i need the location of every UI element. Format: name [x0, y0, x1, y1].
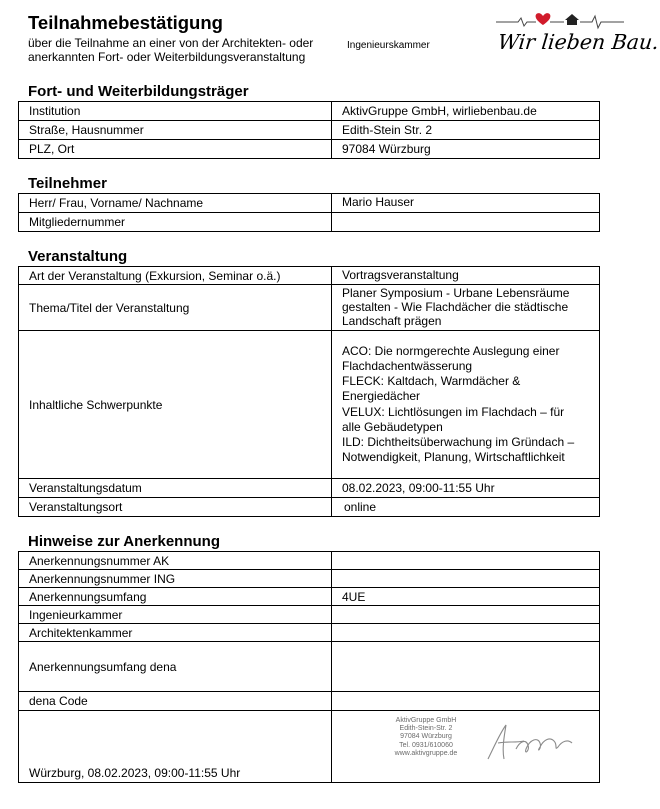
row-label: Ingenieurkammer	[19, 606, 332, 624]
row-label: Herr/ Frau, Vorname/ Nachname	[19, 194, 332, 213]
table-row	[19, 711, 600, 783]
logo-text: Wir lieben Bau.	[496, 30, 660, 54]
focus-line: ILD: Dichtheitsüberwachung im Gründach –	[342, 434, 575, 449]
table-row	[19, 588, 600, 606]
topic-line: Landschaft prägen	[342, 314, 442, 328]
row-label: Anerkennungsumfang dena	[19, 642, 332, 692]
table-row	[19, 285, 600, 331]
stamp-line: Edith-Stein-Str. 2	[399, 725, 453, 733]
row-value	[332, 552, 600, 570]
subtitle-line-1: über die Teilnahme an einer von der Architekten- oder	[28, 36, 314, 50]
place-date-cell	[19, 711, 332, 783]
table-row	[19, 140, 600, 159]
row-label: Anerkennungsnummer ING	[19, 570, 332, 588]
row-label: Thema/Titel der Veranstaltung	[19, 285, 332, 331]
focus-line: alle Gebäudetypen	[342, 419, 443, 434]
topic-value	[332, 285, 600, 331]
table-row	[19, 479, 600, 498]
row-label: Straße, Hausnummer	[19, 121, 332, 140]
row-value	[332, 606, 600, 624]
table-row	[19, 692, 600, 711]
document-title: Teilnahmebestätigung	[28, 12, 223, 33]
row-value: Mario Hauser	[332, 194, 600, 213]
row-label: Mitgliedernummer	[19, 213, 332, 232]
row-value: Edith-Stein Str. 2	[332, 121, 600, 140]
table-row	[19, 102, 600, 121]
focus-line: Energiedächer	[342, 389, 421, 404]
provider-table	[18, 101, 600, 159]
row-value	[332, 213, 600, 232]
row-value: 08.02.2023, 09:00-11:55 Uhr	[332, 479, 600, 498]
row-label: Anerkennungsumfang	[19, 588, 332, 606]
section-heading-event: Veranstaltung	[28, 248, 128, 265]
logo	[496, 6, 660, 64]
signature-icon	[480, 719, 580, 767]
stamp-line: www.aktivgruppe.de	[394, 749, 458, 757]
table-row	[19, 624, 600, 642]
row-value	[332, 624, 600, 642]
recognition-table	[18, 551, 600, 783]
row-label: dena Code	[19, 692, 332, 711]
topic-line: Planer Symposium - Urbane Lebensräume	[342, 286, 570, 300]
row-value: Vortragsveranstaltung	[332, 267, 600, 285]
row-value	[332, 642, 600, 692]
focus-line: Notwendigkeit, Planung, Wirtschaftlichkeit	[342, 450, 565, 465]
row-value: 97084 Würzburg	[332, 140, 600, 159]
table-row	[19, 331, 600, 479]
participant-table	[18, 193, 600, 232]
row-label: Art der Veranstaltung (Exkursion, Seminar o.ä.)	[19, 267, 332, 285]
row-value	[332, 692, 600, 711]
focus-line: VELUX: Lichtlösungen im Flachdach – für	[342, 404, 565, 419]
row-label: Architektenkammer	[19, 624, 332, 642]
table-row	[19, 267, 600, 285]
row-value: 4UE	[332, 588, 600, 606]
focus-line: FLECK: Kaltdach, Warmdächer &	[342, 374, 521, 389]
table-row	[19, 498, 600, 517]
row-label: Veranstaltungsdatum	[19, 479, 332, 498]
row-label: Anerkennungsnummer AK	[19, 552, 332, 570]
topic-line: gestalten - Wie Flachdächer die städtische	[342, 300, 569, 314]
event-table	[18, 266, 600, 517]
row-label: PLZ, Ort	[19, 140, 332, 159]
table-row	[19, 194, 600, 213]
table-row	[19, 213, 600, 232]
company-stamp	[380, 717, 472, 758]
stamp-line: 97084 Würzburg	[400, 733, 452, 741]
section-heading-participant: Teilnehmer	[28, 175, 107, 192]
signature-cell	[332, 711, 600, 783]
section-heading-provider: Fort- und Weiterbildungsträger	[28, 83, 249, 100]
focus-line: Flachdachentwässerung	[342, 358, 473, 373]
row-value: online	[332, 498, 600, 517]
subtitle-aside: Ingenieurskammer	[347, 40, 430, 51]
focus-value	[332, 331, 600, 479]
row-value	[332, 570, 600, 588]
row-value: AktivGruppe GmbH, wirliebenbau.de	[332, 102, 600, 121]
stamp-line: Tel. 0931/610060	[399, 741, 453, 749]
table-row	[19, 121, 600, 140]
table-row	[19, 642, 600, 692]
stamp-line: AktivGruppe GmbH	[395, 717, 457, 724]
document-subtitle	[28, 36, 358, 64]
section-heading-recognition: Hinweise zur Anerkennung	[28, 533, 220, 550]
place-date: Würzburg, 08.02.2023, 09:00-11:55 Uhr	[29, 766, 241, 780]
table-row	[19, 606, 600, 624]
row-label: Institution	[19, 102, 332, 121]
table-row	[19, 552, 600, 570]
table-row	[19, 570, 600, 588]
focus-line: ACO: Die normgerechte Auslegung einer	[342, 343, 560, 358]
row-label: Veranstaltungsort	[19, 498, 332, 517]
row-label: Inhaltliche Schwerpunkte	[19, 331, 332, 479]
subtitle-line-2: anerkannten Fort- oder Weiterbildungsveranstaltung	[28, 50, 306, 64]
